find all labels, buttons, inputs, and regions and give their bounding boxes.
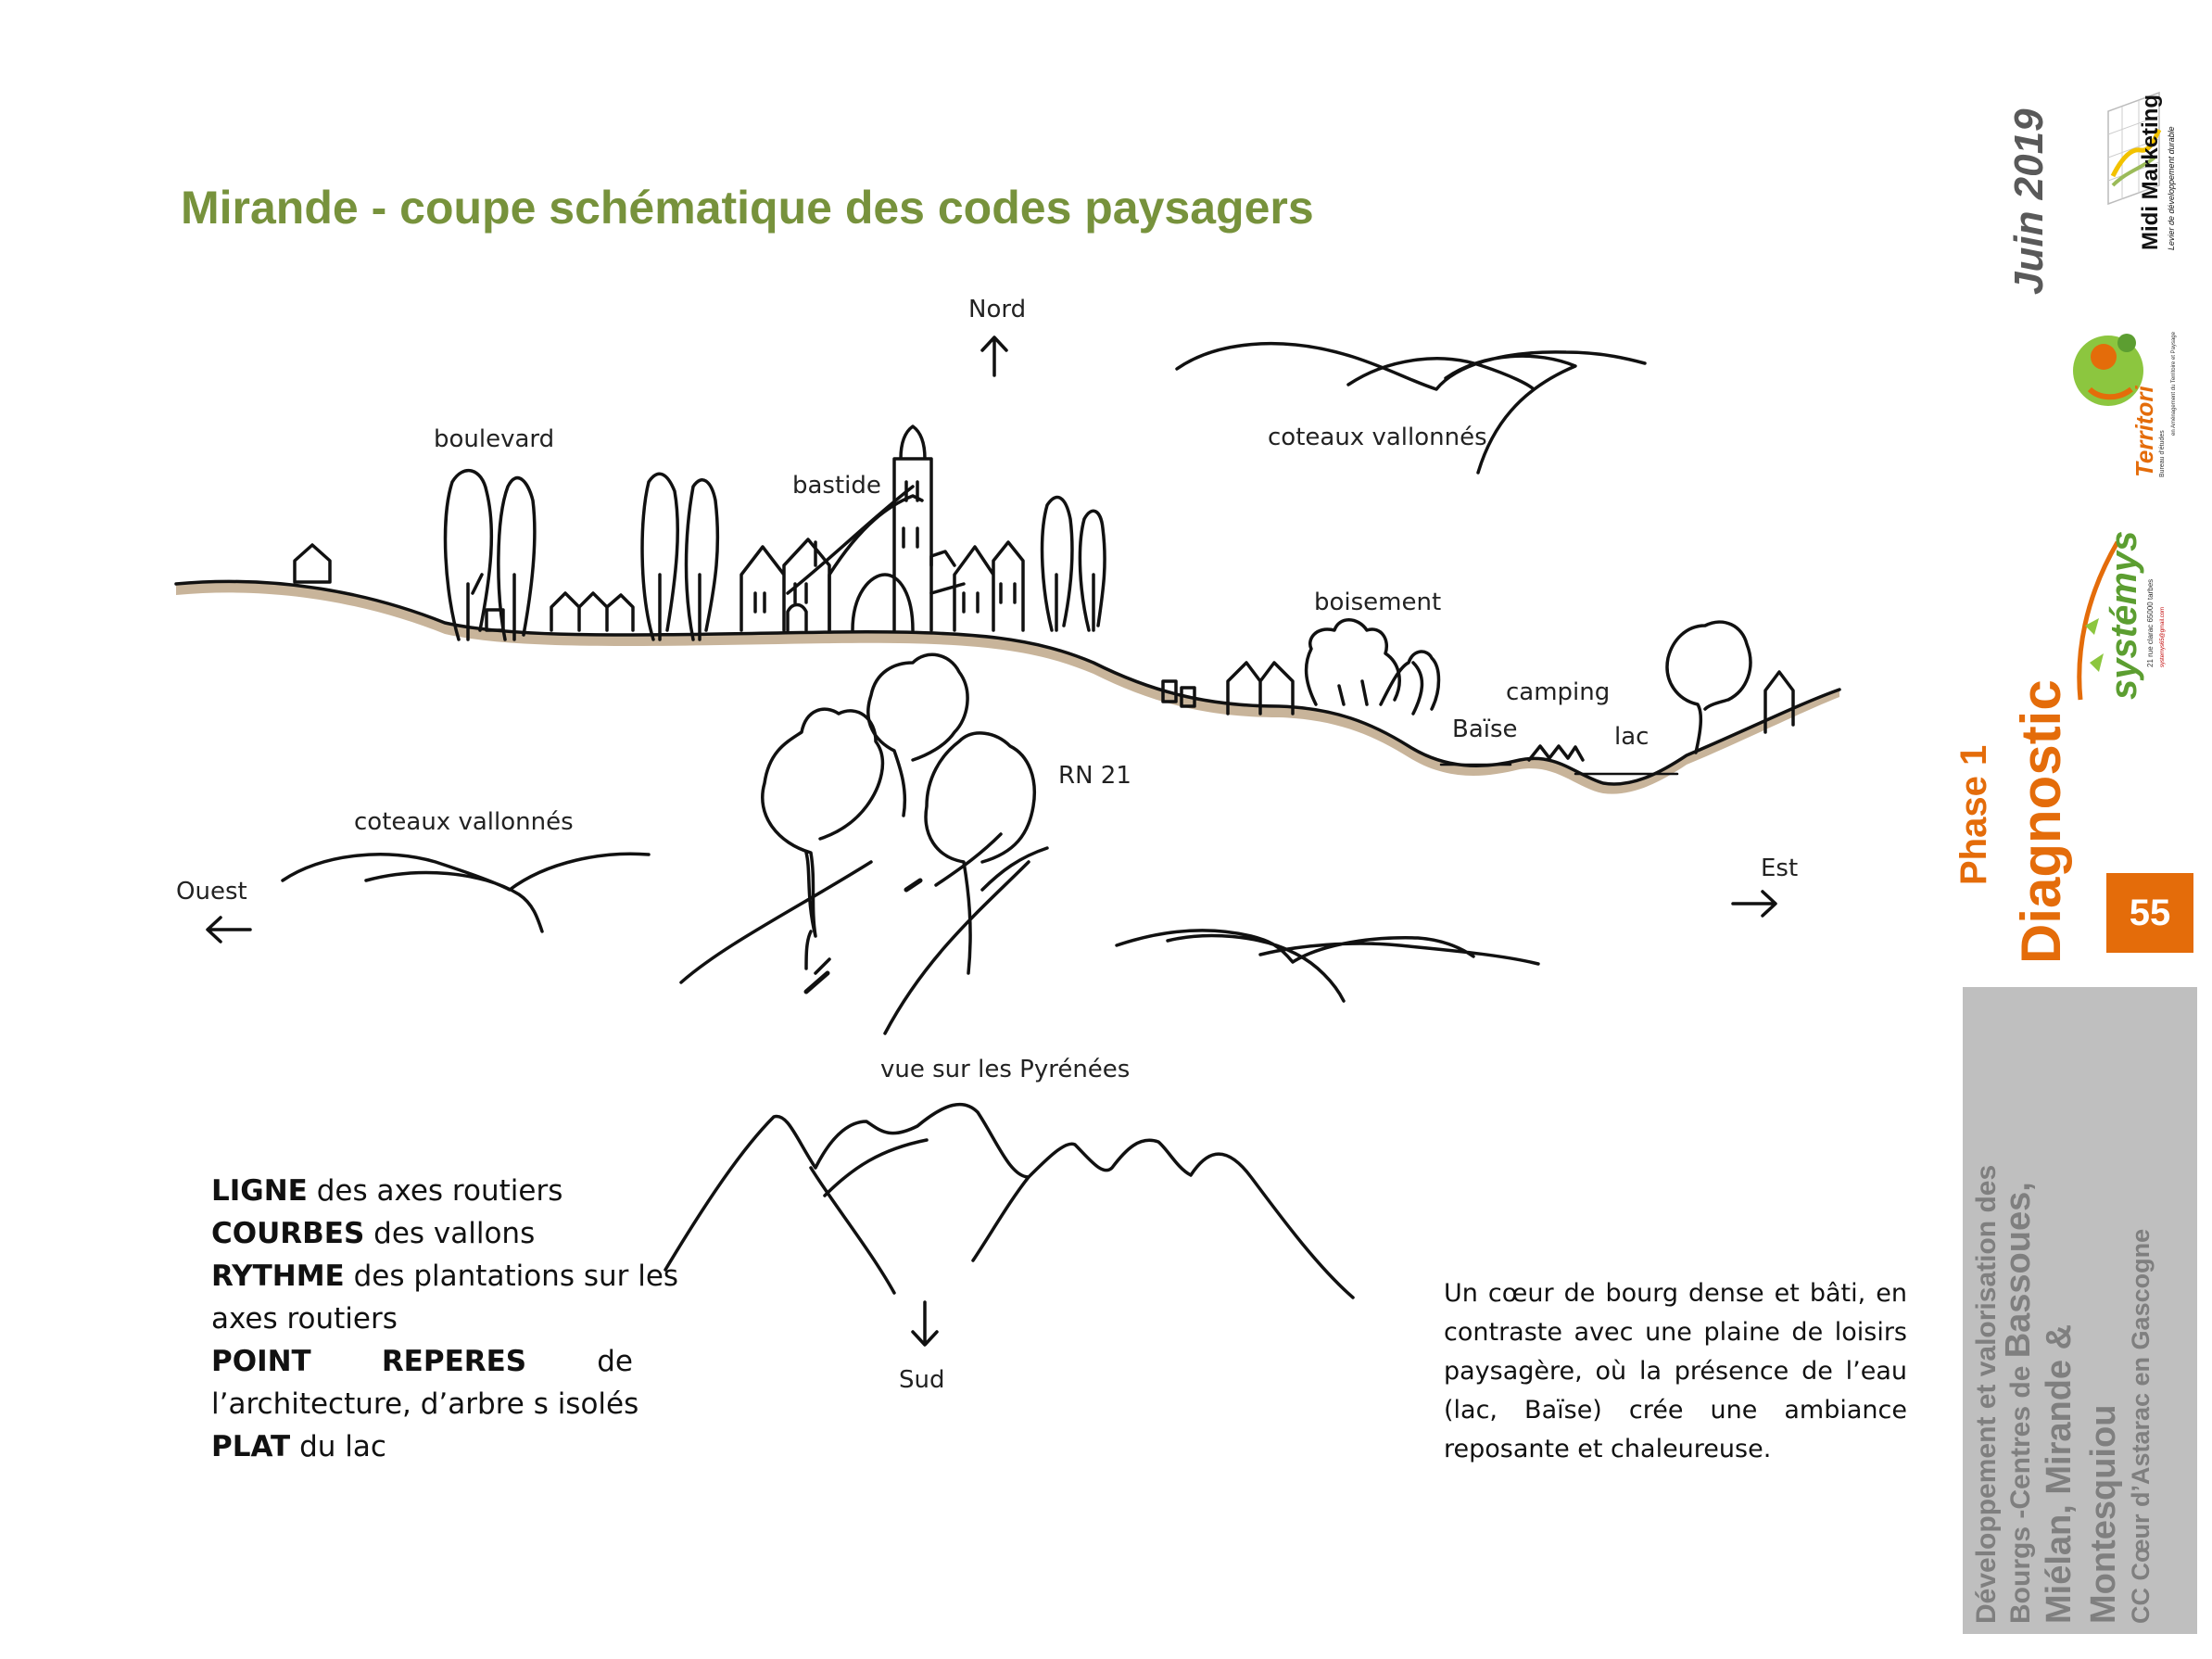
svg-text:Territori: Territori bbox=[2130, 386, 2158, 477]
date-label: Juin 2019 bbox=[2006, 108, 2052, 295]
label-nord: Nord bbox=[968, 296, 1027, 323]
page-number: 55 bbox=[2106, 873, 2193, 953]
legend-line: PLAT du lac bbox=[211, 1430, 386, 1463]
label-camping: camping bbox=[1506, 678, 1611, 706]
west-arrow bbox=[208, 918, 250, 942]
label-coteaux-left: coteaux vallonnés bbox=[354, 808, 574, 836]
label-pyrenees: vue sur les Pyrénées bbox=[880, 1056, 1131, 1083]
label-coteaux-top: coteaux vallonnés bbox=[1268, 424, 1487, 451]
svg-text:21 rue clarac 65000 tarbes: 21 rue clarac 65000 tarbes bbox=[2146, 578, 2155, 667]
territori-logo bbox=[2062, 297, 2182, 482]
legend-line: POINT REPERES de bbox=[211, 1345, 633, 1378]
legend-line: axes routiers bbox=[211, 1302, 398, 1336]
label-rn21: RN 21 bbox=[1058, 762, 1131, 790]
legend-line: LIGNE des axes routiers bbox=[211, 1174, 563, 1208]
hills-right bbox=[1117, 931, 1538, 1001]
section-label: Diagnostic bbox=[2010, 679, 2072, 964]
boisement-trees bbox=[1307, 620, 1439, 714]
pyrenees-mountains bbox=[665, 1105, 1353, 1298]
legend-line: COURBES des vallons bbox=[211, 1217, 536, 1250]
north-arrow bbox=[982, 337, 1006, 375]
label-boisement: boisement bbox=[1314, 589, 1442, 616]
hills-left bbox=[283, 854, 649, 931]
legend-line: l’architecture, d’arbre s isolés bbox=[211, 1387, 639, 1421]
phase-label: Phase 1 bbox=[1953, 744, 1994, 885]
legend-block bbox=[211, 1170, 679, 1468]
page-title: Mirande - coupe schématique des codes paysagers bbox=[181, 182, 1314, 234]
label-boulevard: boulevard bbox=[434, 425, 555, 453]
hills-top bbox=[1177, 344, 1645, 473]
label-baise: Baïse bbox=[1452, 716, 1518, 743]
tree-rn21-1 bbox=[763, 709, 883, 936]
midi-marketing-logo bbox=[2085, 74, 2187, 260]
label-lac: lac bbox=[1614, 723, 1650, 751]
svg-text:Midi Marketing: Midi Marketing bbox=[2138, 94, 2163, 250]
south-arrow bbox=[913, 1302, 937, 1345]
svg-text:systémys: systémys bbox=[2104, 530, 2144, 700]
east-arrow bbox=[1733, 892, 1776, 916]
tree-rn21-2 bbox=[868, 654, 967, 816]
label-est: Est bbox=[1761, 855, 1799, 882]
project-title: Développement et valorisation des Bourgs -Centres de Bassoues, Miélan, Mirande & Montesquiou CC Cœur d’Astarac en Gascogne bbox=[1971, 1164, 2155, 1624]
legend-line: RYTHME des plantations sur les bbox=[211, 1260, 679, 1293]
svg-text:Bureau d'études: Bureau d'études bbox=[2159, 430, 2166, 477]
svg-text:en Aménagement du Territoire e: en Aménagement du Territoire et Paysage bbox=[2171, 332, 2177, 436]
description-text: Un cœur de bourg dense et bâti, en contraste avec une plaine de loisirs paysagère, où la présence de l’eau (lac, Baïse) crée une ambiance reposante et chaleureuse. bbox=[1444, 1279, 1907, 1463]
systemys-logo bbox=[2062, 514, 2182, 714]
road-rn21 bbox=[681, 834, 1047, 1033]
label-ouest: Ouest bbox=[176, 878, 247, 905]
label-bastide: bastide bbox=[792, 472, 881, 500]
svg-text:Levier de développement durabl: Levier de développement durable bbox=[2167, 126, 2176, 250]
label-sud: Sud bbox=[899, 1366, 945, 1394]
svg-text:systemys65@gmail.com: systemys65@gmail.com bbox=[2160, 606, 2166, 667]
